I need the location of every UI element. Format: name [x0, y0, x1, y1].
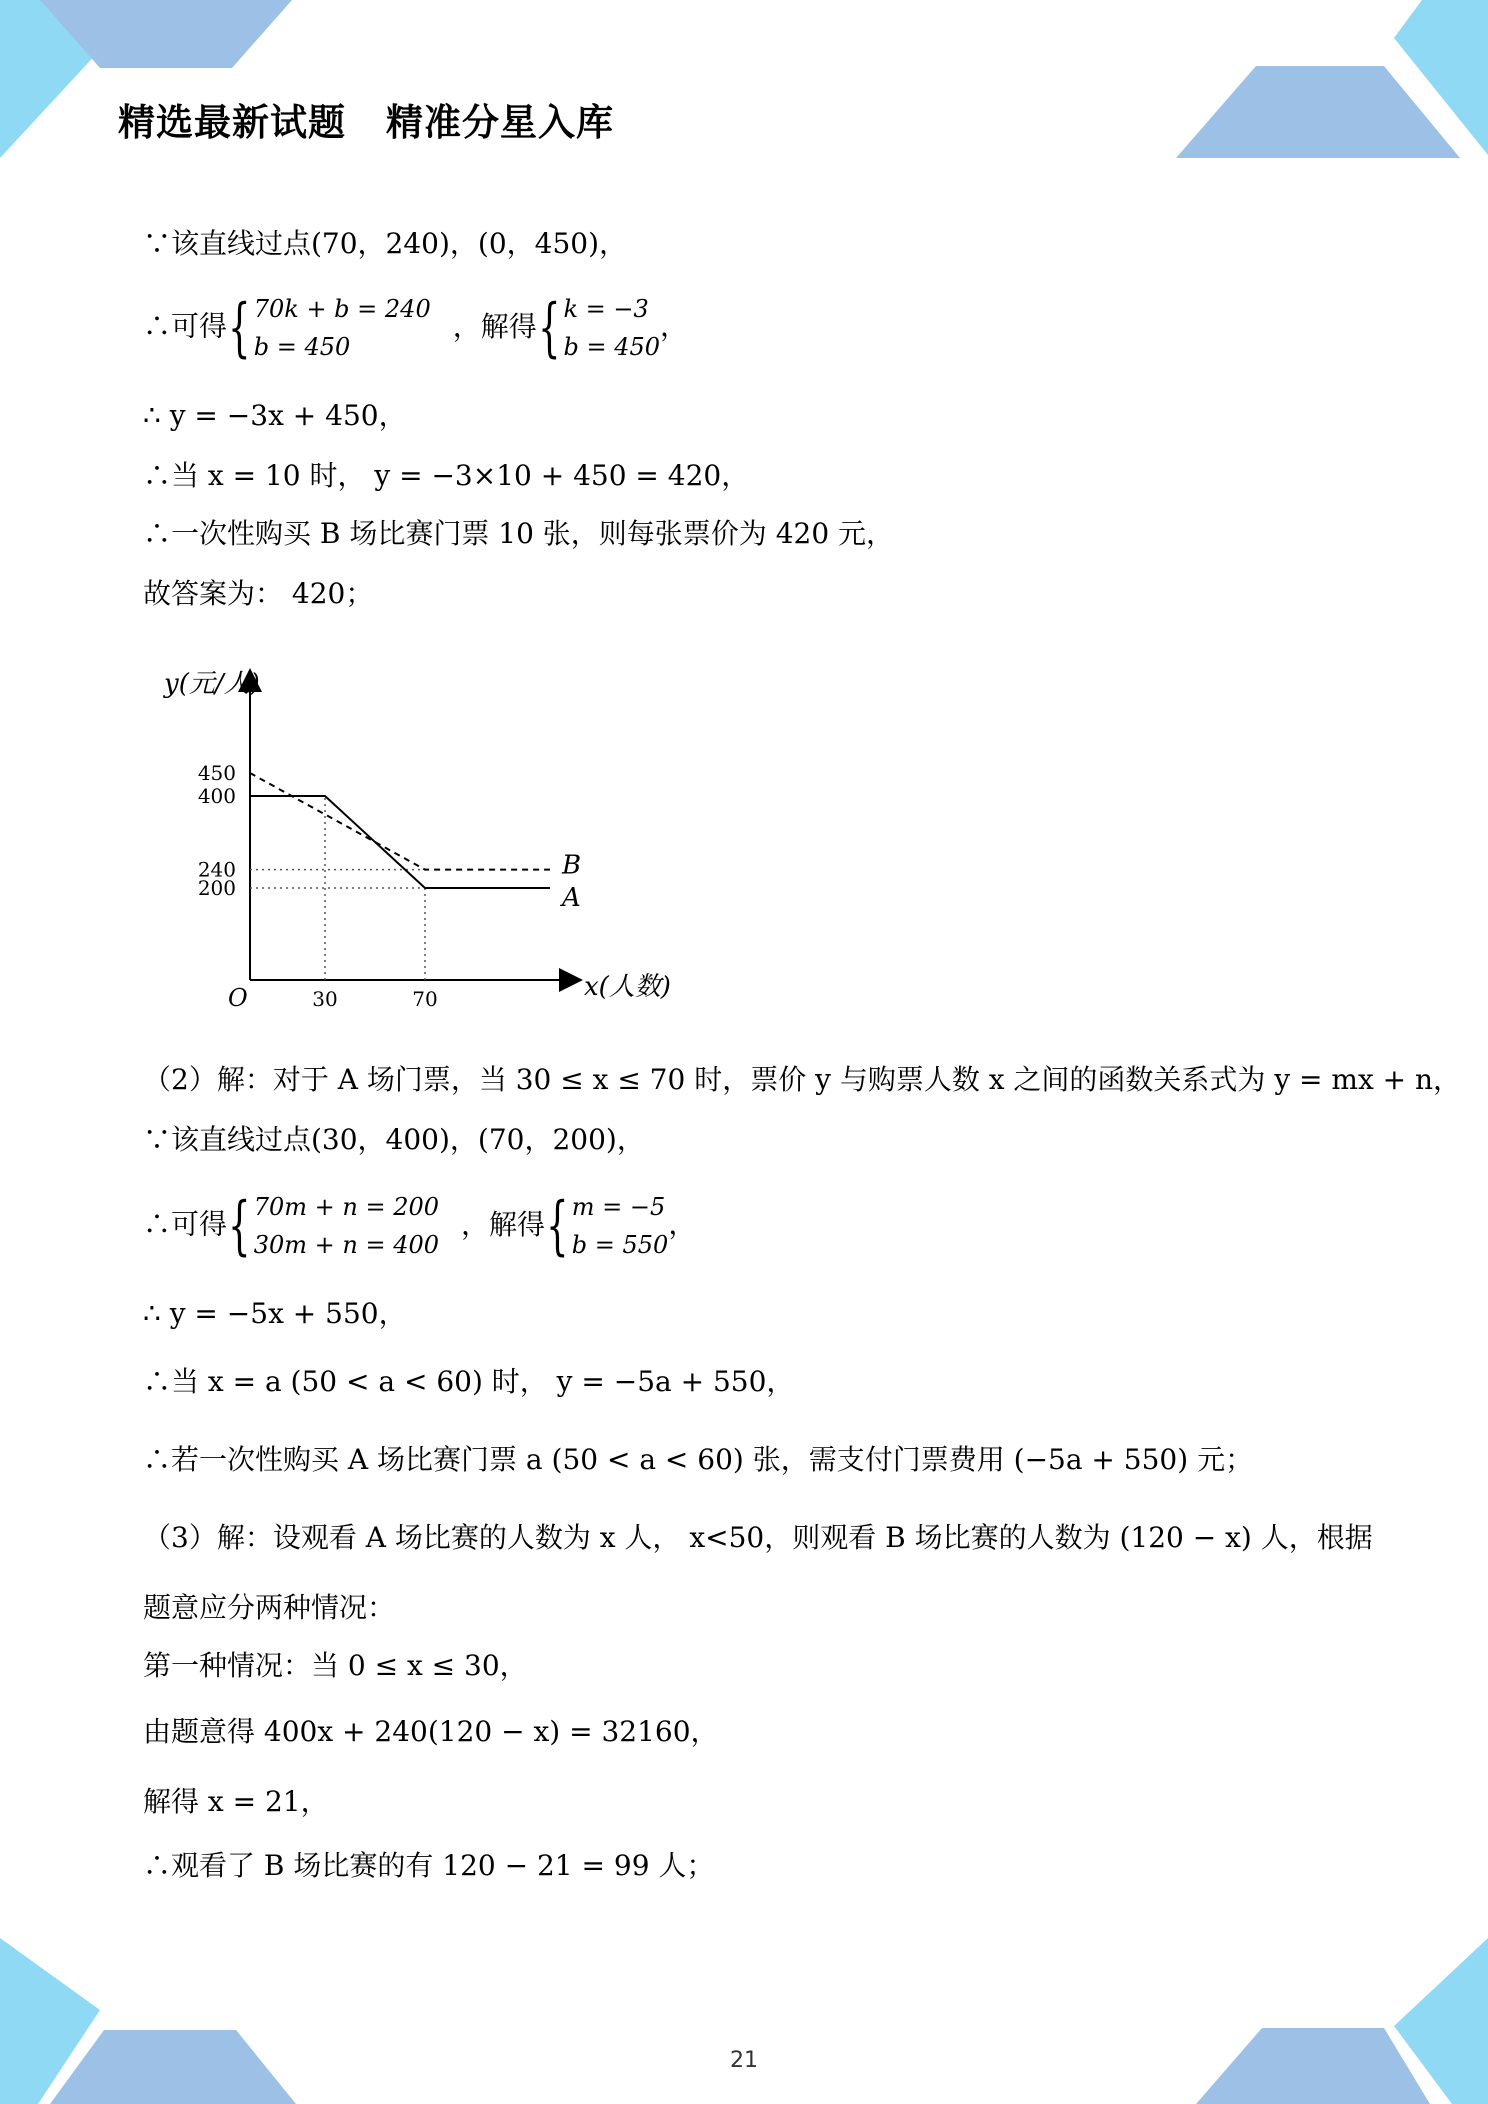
text-line-5: ∴一次性购买 B 场比赛门票 10 张，则每张票价为 420 元， — [143, 517, 895, 550]
text-line-6: 故答案为： 420； — [143, 577, 374, 610]
y-tick-450: 450 — [197, 761, 236, 785]
equation-system-1: { 70k + b = 240 b = 450 — [228, 291, 431, 365]
line2-suffix: ， — [660, 309, 689, 343]
text-line-18: ∴观看了 B 场比赛的有 120 − 21 = 99 人； — [143, 1849, 715, 1882]
equation-system-4: { m = −5 b = 550 — [546, 1189, 669, 1263]
text-line-15: 第一种情况：当 0 ≤ x ≤ 30， — [143, 1649, 528, 1682]
x-tick-30: 30 — [312, 987, 338, 1011]
text-line-1: ∵该直线过点(70，240)，(0，450)， — [143, 227, 628, 260]
series-line-B — [250, 773, 550, 870]
origin-label: O — [228, 984, 248, 1012]
text-line-12: ∴若一次性购买 A 场比赛门票 a (50 < a < 60) 张，需支付门票费用 (−5a + 550) 元； — [143, 1443, 1254, 1476]
line9-prefix: ∴可得 — [143, 1207, 228, 1241]
text-line-4: ∴当 x = 10 时， y = −3×10 + 450 = 420， — [143, 459, 750, 492]
sys2-row2: b = 450 — [563, 333, 661, 361]
ticket-price-chart — [150, 660, 710, 1020]
y-tick-200: 200 — [197, 876, 236, 900]
sys4-row2: b = 550 — [571, 1231, 669, 1259]
series-label-A: A — [562, 883, 581, 913]
deco-top-right-dark — [1176, 66, 1460, 158]
y-tick-240: 240 — [197, 857, 236, 882]
sys1-row2: b = 450 — [253, 333, 351, 361]
sys3-row2: 30m + n = 400 — [253, 1231, 440, 1259]
text-line-17: 解得 x = 21， — [143, 1785, 329, 1818]
sys2-row1: k = −3 — [563, 295, 649, 323]
equation-system-2: { k = −3 b = 450 — [537, 291, 661, 365]
header-title-part1: 精选最新试题 — [118, 101, 346, 144]
sys4-row1: m = −5 — [571, 1193, 666, 1221]
header-title-part2: 精准分星入库 — [386, 101, 614, 144]
header-title — [118, 92, 614, 146]
chart-series — [250, 773, 581, 913]
series-line-A — [250, 796, 550, 888]
x-tick-70: 70 — [412, 987, 438, 1011]
text-line-10: ∴ y = −5x + 550， — [143, 1297, 407, 1330]
sys1-row1: 70k + b = 240 — [253, 295, 431, 323]
text-line-9 — [143, 1188, 696, 1264]
text-line-14: 题意应分两种情况： — [143, 1591, 396, 1624]
chart-guides — [250, 796, 425, 980]
series-label-B: B — [562, 850, 582, 881]
line2-prefix: ∴可得 — [143, 309, 228, 343]
equation-system-3: { 70m + n = 200 30m + n = 400 — [228, 1189, 440, 1263]
text-line-3: ∴ y = −3x + 450， — [143, 399, 407, 432]
chart-ticks — [198, 761, 438, 1011]
text-line-2 — [143, 290, 688, 366]
text-line-13: （3）解：设观看 A 场比赛的人数为 x 人， x<50，则观看 B 场比赛的人数为 (120 − x) 人，根据 — [143, 1521, 1373, 1554]
page-number: 21 — [730, 2048, 758, 2073]
sys3-row1: 70m + n = 200 — [253, 1193, 440, 1221]
line9-suffix: ， — [668, 1207, 697, 1241]
y-axis-label: y(元/人) — [164, 669, 260, 699]
text-line-8: ∵该直线过点(30，400)，(70，200)， — [143, 1123, 645, 1156]
text-line-11: ∴当 x = a (50 < a < 60) 时， y = −5a + 550， — [143, 1365, 795, 1398]
line9-mid: ，解得 — [461, 1207, 546, 1241]
text-line-7: （2）解：对于 A 场门票，当 30 ≤ x ≤ 70 时，票价 y 与购票人数 x 之间的函数关系式为 y = mx + n， — [143, 1063, 1462, 1096]
line2-mid: ，解得 — [452, 309, 537, 343]
y-tick-400: 400 — [197, 784, 236, 808]
x-axis-label: x(人数) — [584, 972, 671, 1002]
text-line-16: 由题意得 400x + 240(120 − x) = 32160， — [143, 1715, 719, 1748]
